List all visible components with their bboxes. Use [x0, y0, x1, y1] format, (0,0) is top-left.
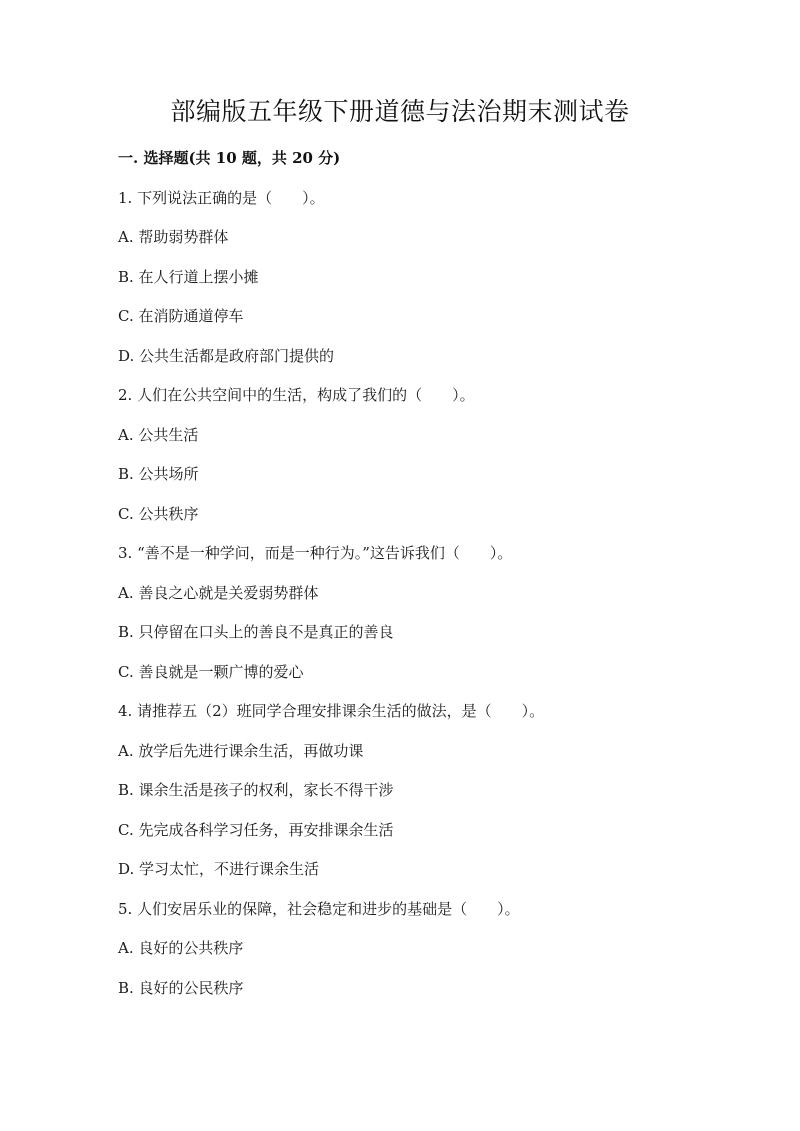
question-4-option-c: C. 先完成各科学习任务，再安排课余生活 — [118, 821, 394, 839]
question-5-option-a: A. 良好的公共秩序 — [118, 939, 244, 957]
exam-title: 部编版五年级下册道德与法治期末测试卷 — [170, 97, 630, 126]
question-3-stem: 3. “善不是一种学问，而是一种行为。”这告诉我们（ ）。 — [118, 544, 513, 562]
question-2-option-c: C. 公共秩序 — [118, 505, 199, 523]
question-4-option-d: D. 学习太忙，不进行课余生活 — [118, 860, 320, 878]
question-3-option-b: B. 只停留在口头上的善良不是真正的善良 — [118, 623, 394, 641]
section-heading: 一. 选择题(共 10 题，共 20 分) — [118, 149, 341, 167]
question-3-option-c: C. 善良就是一颗广博的爱心 — [118, 663, 304, 681]
question-2-option-b: B. 公共场所 — [118, 465, 199, 483]
question-5-stem: 5. 人们安居乐业的保障，社会稳定和进步的基础是（ ）。 — [118, 900, 520, 918]
question-1-option-b: B. 在人行道上摆小摊 — [118, 268, 259, 286]
question-4-stem: 4. 请推荐五（2）班同学合理安排课余生活的做法，是（ ）。 — [118, 702, 545, 720]
question-1-option-c: C. 在消防通道停车 — [118, 307, 244, 325]
question-1-option-a: A. 帮助弱势群体 — [118, 228, 229, 246]
question-1-option-d: D. 公共生活都是政府部门提供的 — [118, 347, 335, 365]
question-1-stem: 1. 下列说法正确的是（ ）。 — [118, 189, 325, 207]
question-5-option-b: B. 良好的公民秩序 — [118, 979, 244, 997]
question-4-option-b: B. 课余生活是孩子的权利，家长不得干涉 — [118, 781, 394, 799]
question-4-option-a: A. 放学后先进行课余生活，再做功课 — [118, 742, 364, 760]
question-2-option-a: A. 公共生活 — [118, 426, 199, 444]
question-3-option-a: A. 善良之心就是关爱弱势群体 — [118, 584, 319, 602]
question-2-stem: 2. 人们在公共空间中的生活，构成了我们的（ ）。 — [118, 386, 475, 404]
